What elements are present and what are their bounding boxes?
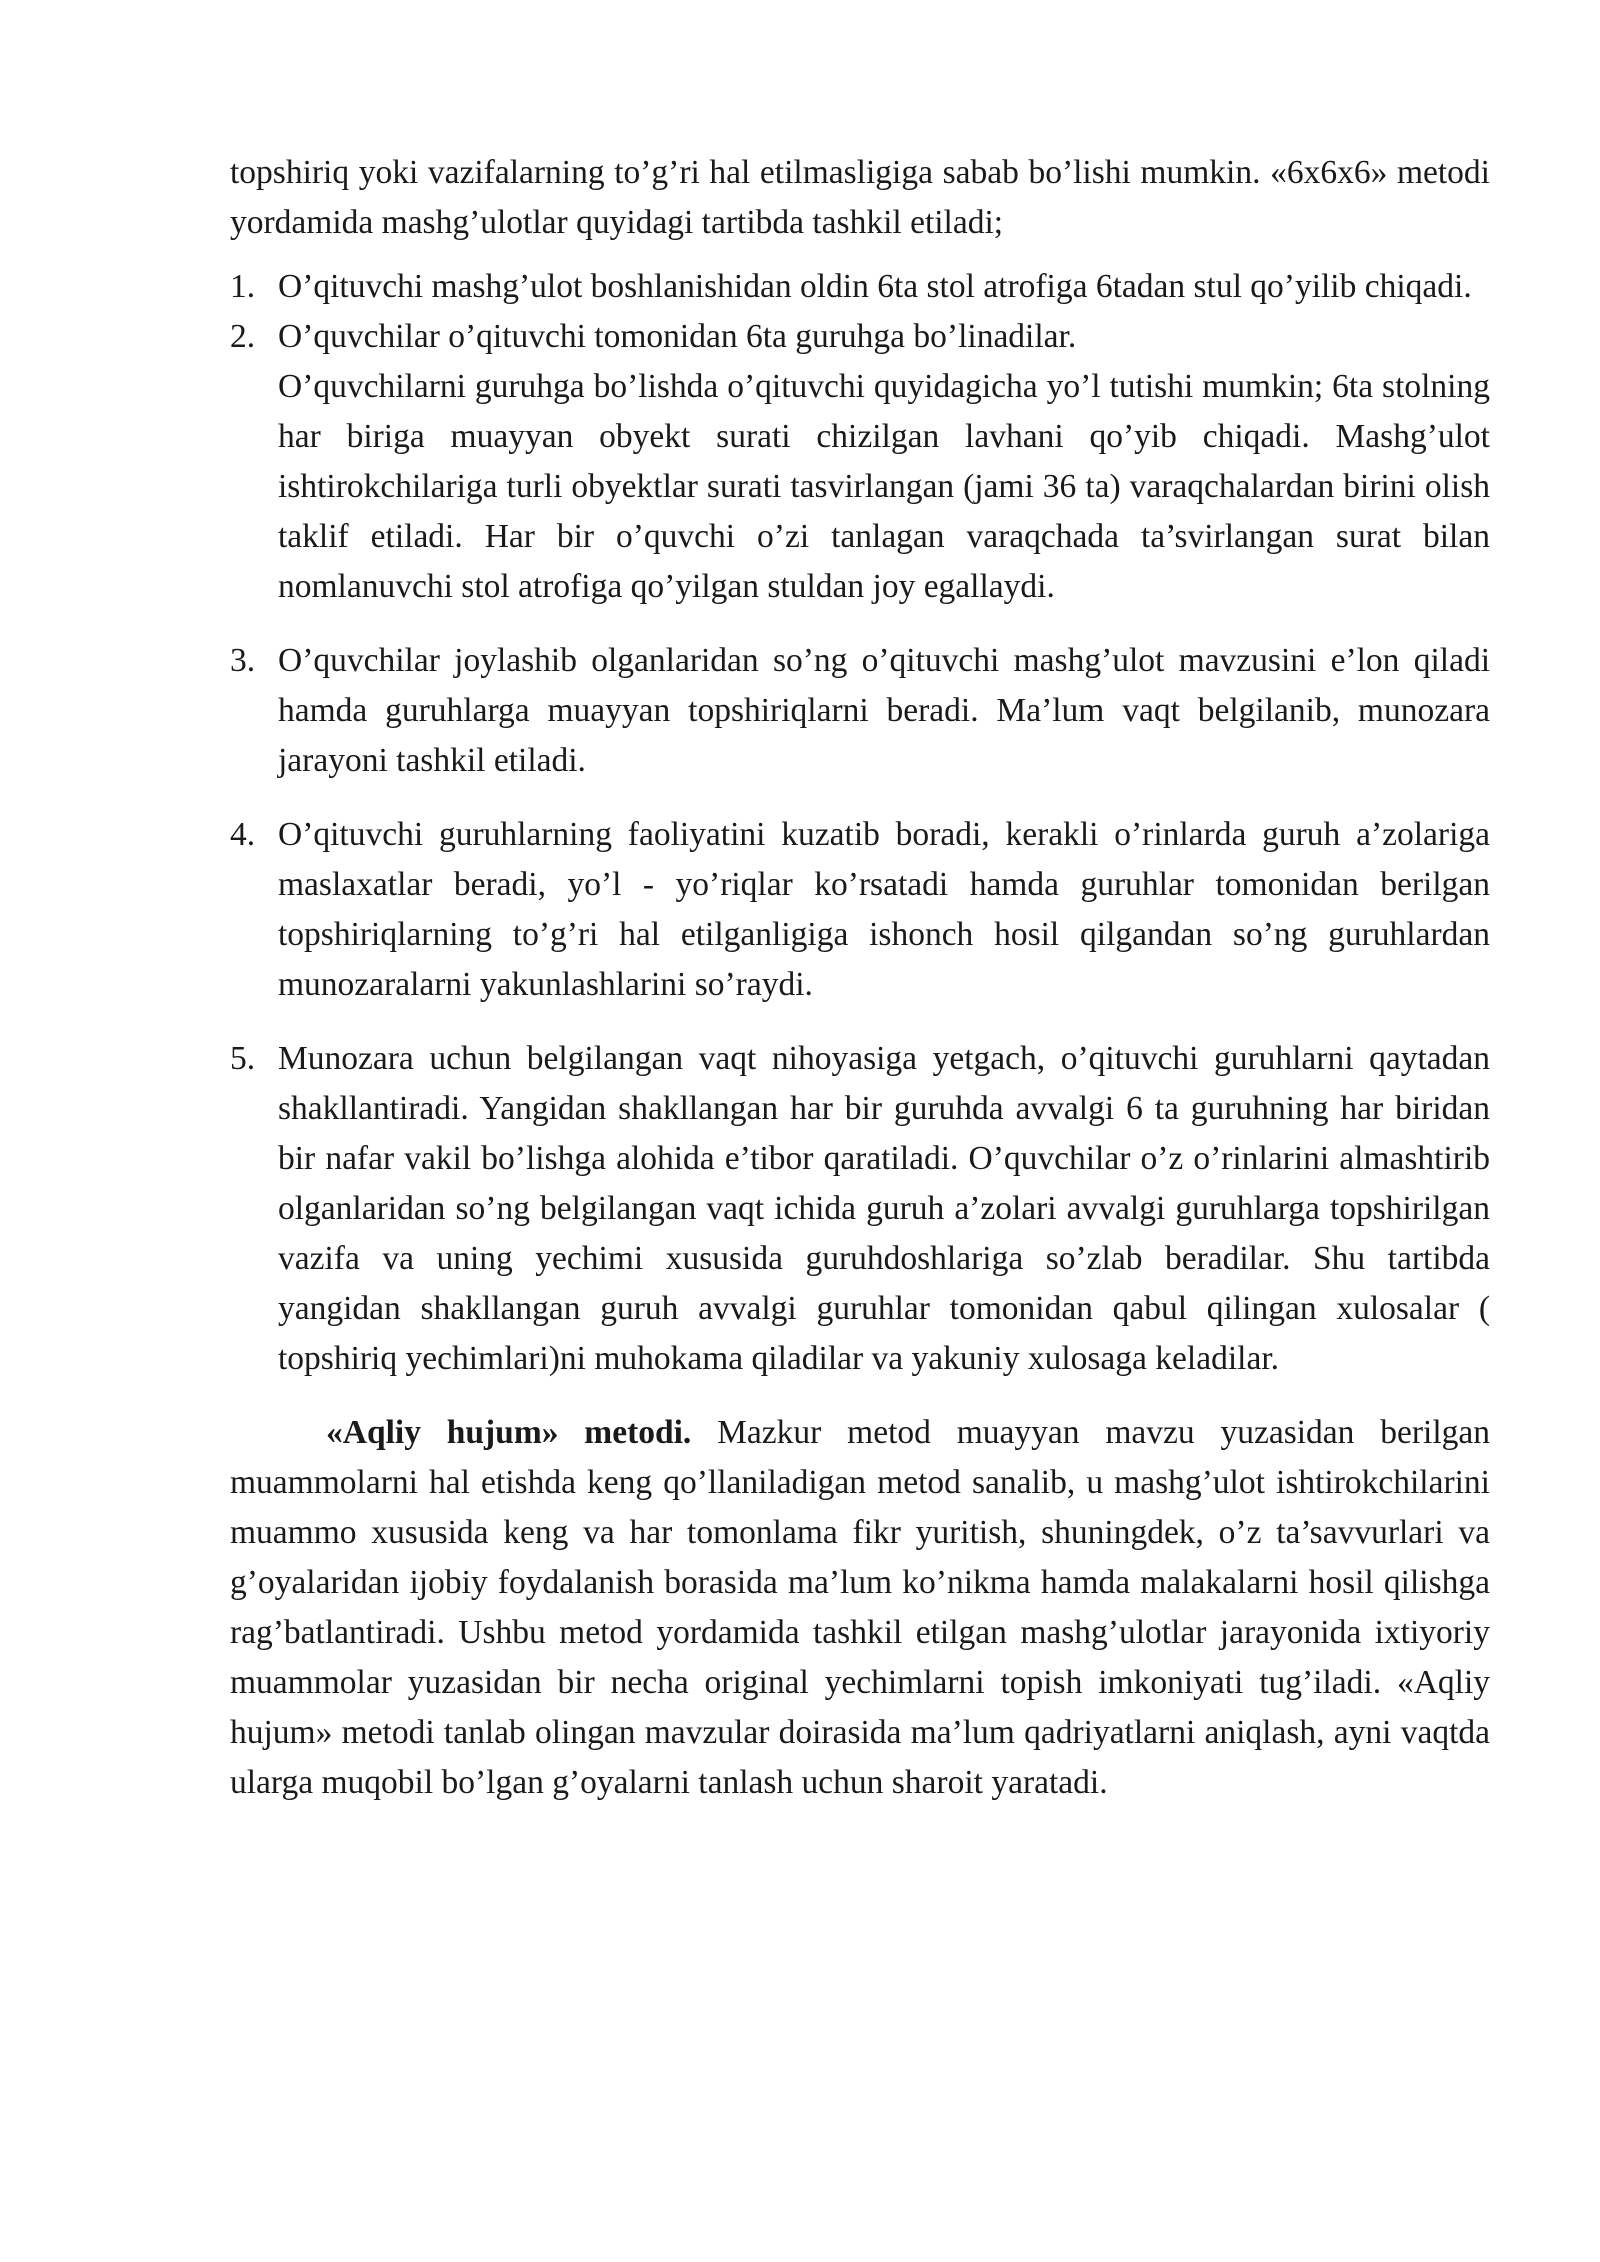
document-page [230,148,1490,1842]
list-item-number: 3. [230,642,256,679]
list-item [230,1034,1490,1384]
list-item [230,312,1490,612]
steps-list [230,262,1490,1384]
list-item-text: O’quvchilar joylashib olganlaridan so’ng o’qituvchi mashg’ulot mavzusini e’lon qiladi hamda guruhlarga muayyan topshiriqlarni beradi. Ma’lum vaqt belgilanib, munozara jarayoni tashkil etiladi. [278,642,1490,779]
method-title: «Aqliy hujum» metodi. [326,1414,692,1451]
list-item-number: 5. [230,1040,256,1077]
list-item-text: O’qituvchi mashg’ulot boshlanishidan oldin 6ta stol atrofiga 6tadan stul qo’yilib chiqadi. [278,268,1472,305]
method-text: Mazkur metod muayyan mavzu yuzasidan berilgan muammolarni hal etishda keng qo’llaniladigan metod sanalib, u mashg’ulot ishtirokchilarini muammo xususida keng va har tomonlama fikr yuritish, shuningdek, o’z ta’savvurlari va g’oyalaridan ijobiy foydalanish borasida ma’lum ko’nikma hamda malakalarni hosil qilishga rag’batlantiradi. Ushbu metod yordamida tashkil etilgan mashg’ulotlar jarayonida ixtiyoriy muammolar yuzasidan bir necha original yechimlarni topish imkoniyati tug’iladi. «Aqliy hujum» metodi tanlab olingan mavzular doirasida ma’lum qadriyatlarni aniqlash, ayni vaqtda ularga muqobil bo’lgan g’oyalarni tanlash uchun sharoit yaratadi. [230,1414,1491,1801]
list-item [230,262,1490,312]
list-item [230,636,1490,786]
list-item-text: O’qituvchi guruhlarning faoliyatini kuzatib boradi, kerakli o’rinlarda guruh a’zolariga maslaxatlar beradi, yo’l - yo’riqlar ko’rsatadi hamda guruhlar tomonidan berilgan topshiriqlarning to’g’ri hal etilganligiga ishonch hosil qilgandan so’ng guruhlardan munozaralarni yakunlashlarini so’raydi. [278,816,1490,1003]
method-paragraph [230,1408,1490,1808]
list-item-number: 2. [230,318,256,355]
list-item-text: Munozara uchun belgilangan vaqt nihoyasiga yetgach, o’qituvchi guruhlarni qaytadan shakllantiradi. Yangidan shakllangan har bir guruhda avvalgi 6 ta guruhning har biridan bir nafar vakil bo’lishga alohida e’tibor qaratiladi. O’quvchilar o’z o’rinlarini almashtirib olganlaridan so’ng belgilangan vaqt ichida guruh a’zolari avvalgi guruhlarga topshirilgan vazifa va uning yechimi xususida guruhdoshlariga so’zlab beradilar. Shu tartibda yangidan shakllangan guruh avvalgi guruhlar tomonidan qabul qilingan xulosalar ( topshiriq yechimlari)ni muhokama qiladilar va yakuniy xulosaga keladilar. [278,1040,1490,1377]
list-item [230,810,1490,1010]
list-item-extra-text: O’quvchilarni guruhga bo’lishda o’qituvchi quyidagicha yo’l tutishi mumkin; 6ta stolning har biriga muayyan obyekt surati chizilgan lavhani qo’yib chiqadi. Mashg’ulot ishtirokchilariga turli obyektlar surati tasvirlangan (jami 36 ta) varaqchalardan birini olish taklif etiladi. Har bir o’quvchi o’zi tanlagan varaqchada ta’svirlangan surat bilan nomlanuvchi stol atrofiga qo’yilgan stuldan joy egallaydi. [278,368,1490,605]
intro-paragraph: topshiriq yoki vazifalarning to’g’ri hal etilmasligiga sabab bo’lishi mumkin. «6x6x6» metodi yordamida mashg’ulotlar quyidagi tartibda tashkil etiladi; [230,154,1490,241]
list-item-number: 4. [230,816,256,853]
list-item-number: 1. [230,268,256,305]
list-item-text: O’quvchilar o’qituvchi tomonidan 6ta guruhga bo’linadilar. [278,318,1077,355]
